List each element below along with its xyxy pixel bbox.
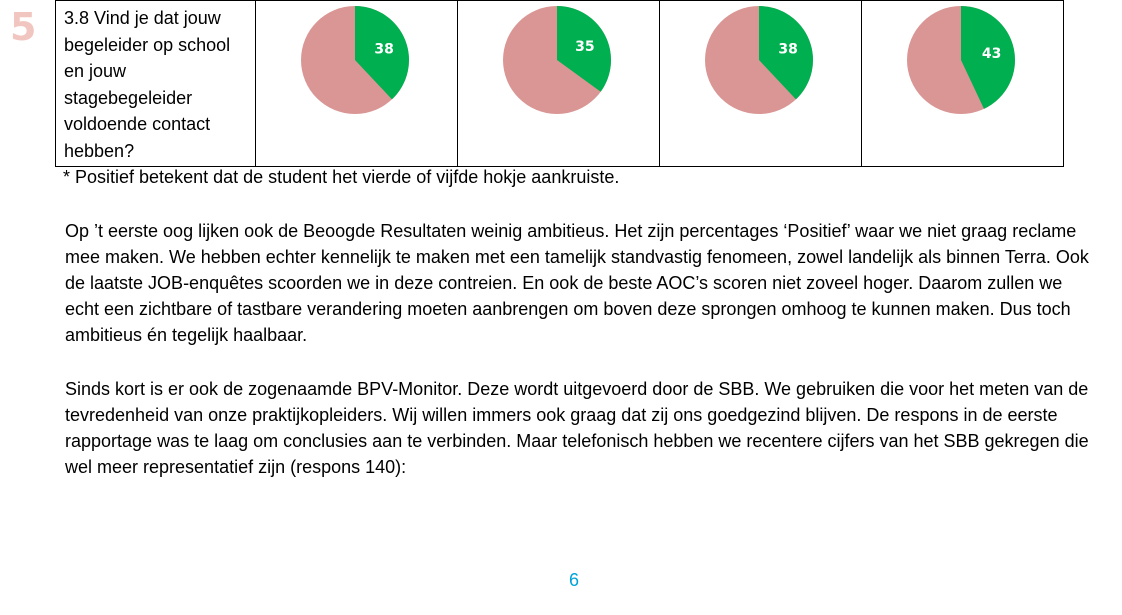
pie-chart [300, 5, 410, 115]
pie-cell [862, 1, 1064, 167]
pie-chart [704, 5, 814, 115]
pie-data-label: 35 [575, 38, 595, 55]
page-number: 6 [569, 570, 580, 590]
table-row [56, 1, 1064, 167]
pie-data-label: 38 [374, 41, 394, 58]
paragraph: Op ’t eerste oog lijken ook de Beoogde Resultaten weinig ambitieus. Het zijn percentages ‘Positief’ waar we niet graag reclame mee maken. We hebben echter kennelijk te maken met een tamelijk standvastig fenomeen, zowel landelijk als binnen Terra. Ook de laatste JOB-enquêtes scoorden we in deze contreien. En ook de beste AOC’s scoren niet zoveel hoger. Daarom zullen we echt een zichtbare of tastbare verandering moeten aanbrengen om boven deze sprongen omhoog te kunnen maken. Dus toch ambitieus én tegelijk haalbaar. [65, 221, 1089, 345]
pie-chart [502, 5, 612, 115]
pie-cell [660, 1, 862, 167]
survey-results-table [55, 0, 1064, 167]
pie-chart [906, 5, 1016, 115]
pie-data-label: 43 [981, 46, 1002, 63]
footnote: * Positief betekent dat de student het vierde of vijfde hokje aankruiste. [63, 167, 620, 187]
question-cell: 3.8 Vind je dat jouw begeleider op school en jouw stagebegeleider voldoende contact hebben? [56, 1, 256, 167]
pie-cell [458, 1, 660, 167]
margin-section-number: 5 [10, 5, 37, 49]
pie-data-label: 38 [778, 41, 798, 58]
pie-cell [256, 1, 458, 167]
paragraph: Sinds kort is er ook de zogenaamde BPV-Monitor. Deze wordt uitgevoerd door de SBB. We gebruiken die voor het meten van de tevredenheid van onze praktijkopleiders. Wij willen immers ook graag dat zij ons goedgezind blijven. De respons in de eerste rapportage was te laag om conclusies aan te verbinden. Maar telefonisch hebben we recentere cijfers van het SBB gekregen die wel meer representatief zijn (respons 140): [65, 379, 1089, 477]
